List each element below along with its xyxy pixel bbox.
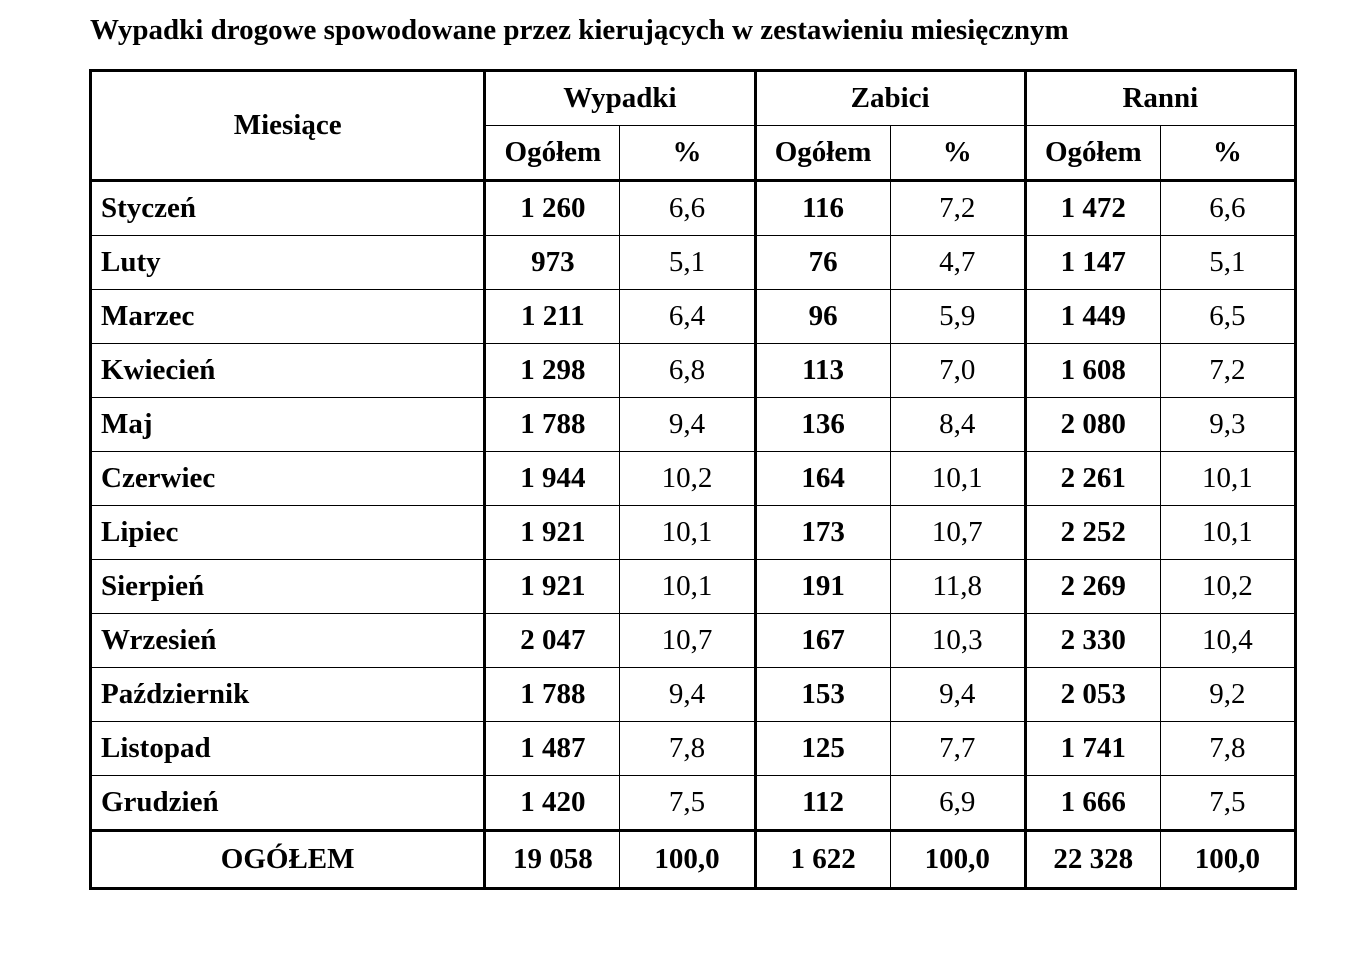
- total-cell-zabici-pct: 100,0: [890, 831, 1025, 889]
- cell-zabici-pct: 7,2: [890, 181, 1025, 236]
- header-group-zabici: Zabici: [755, 71, 1025, 126]
- cell-zabici-pct: 4,7: [890, 236, 1025, 290]
- cell-zabici-pct: 11,8: [890, 560, 1025, 614]
- cell-ranni-total: 1 449: [1025, 290, 1160, 344]
- table-row: [91, 181, 1296, 236]
- cell-zabici-total: 96: [755, 290, 890, 344]
- total-cell-month: OGÓŁEM: [91, 831, 485, 889]
- cell-month: Listopad: [91, 722, 485, 776]
- cell-ranni-total: 1 608: [1025, 344, 1160, 398]
- cell-month: Wrzesień: [91, 614, 485, 668]
- cell-ranni-pct: 9,2: [1160, 668, 1295, 722]
- cell-wypadki-pct: 10,7: [620, 614, 755, 668]
- cell-wypadki-total: 1 788: [485, 398, 620, 452]
- cell-ranni-total: 2 252: [1025, 506, 1160, 560]
- table-row: [91, 236, 1296, 290]
- cell-ranni-total: 2 330: [1025, 614, 1160, 668]
- cell-ranni-pct: 10,2: [1160, 560, 1295, 614]
- header-ranni-total: Ogółem: [1025, 126, 1160, 181]
- cell-zabici-pct: 7,0: [890, 344, 1025, 398]
- cell-zabici-pct: 10,1: [890, 452, 1025, 506]
- header-months: Miesiące: [91, 71, 485, 181]
- cell-wypadki-total: 1 298: [485, 344, 620, 398]
- header-wypadki-total: Ogółem: [485, 126, 620, 181]
- cell-wypadki-pct: 9,4: [620, 668, 755, 722]
- cell-wypadki-total: 1 788: [485, 668, 620, 722]
- cell-wypadki-pct: 6,8: [620, 344, 755, 398]
- cell-ranni-pct: 9,3: [1160, 398, 1295, 452]
- cell-zabici-total: 125: [755, 722, 890, 776]
- cell-month: Lipiec: [91, 506, 485, 560]
- cell-wypadki-pct: 10,1: [620, 560, 755, 614]
- cell-zabici-total: 116: [755, 181, 890, 236]
- cell-wypadki-pct: 6,4: [620, 290, 755, 344]
- cell-ranni-pct: 10,4: [1160, 614, 1295, 668]
- table-title: Wypadki drogowe spowodowane przez kierujących w zestawieniu miesięcznym: [90, 14, 1069, 46]
- cell-wypadki-total: 1 921: [485, 560, 620, 614]
- cell-zabici-total: 153: [755, 668, 890, 722]
- cell-zabici-pct: 6,9: [890, 776, 1025, 831]
- cell-wypadki-pct: 7,8: [620, 722, 755, 776]
- cell-zabici-total: 173: [755, 506, 890, 560]
- total-cell-ranni-total: 22 328: [1025, 831, 1160, 889]
- cell-ranni-total: 1 147: [1025, 236, 1160, 290]
- cell-wypadki-pct: 5,1: [620, 236, 755, 290]
- cell-zabici-total: 136: [755, 398, 890, 452]
- cell-zabici-total: 164: [755, 452, 890, 506]
- table-row: [91, 290, 1296, 344]
- cell-month: Marzec: [91, 290, 485, 344]
- cell-wypadki-pct: 6,6: [620, 181, 755, 236]
- cell-wypadki-total: 2 047: [485, 614, 620, 668]
- cell-zabici-total: 113: [755, 344, 890, 398]
- cell-ranni-pct: 6,6: [1160, 181, 1295, 236]
- cell-wypadki-total: 1 420: [485, 776, 620, 831]
- cell-ranni-pct: 7,5: [1160, 776, 1295, 831]
- cell-zabici-pct: 8,4: [890, 398, 1025, 452]
- table-row: [91, 506, 1296, 560]
- cell-ranni-total: 2 269: [1025, 560, 1160, 614]
- cell-wypadki-pct: 7,5: [620, 776, 755, 831]
- cell-month: Grudzień: [91, 776, 485, 831]
- cell-zabici-pct: 5,9: [890, 290, 1025, 344]
- total-cell-ranni-pct: 100,0: [1160, 831, 1295, 889]
- header-zabici-pct: %: [890, 126, 1025, 181]
- cell-wypadki-pct: 9,4: [620, 398, 755, 452]
- cell-ranni-pct: 10,1: [1160, 452, 1295, 506]
- cell-ranni-total: 1 666: [1025, 776, 1160, 831]
- cell-ranni-pct: 5,1: [1160, 236, 1295, 290]
- cell-zabici-pct: 7,7: [890, 722, 1025, 776]
- cell-ranni-pct: 7,8: [1160, 722, 1295, 776]
- cell-wypadki-pct: 10,1: [620, 506, 755, 560]
- cell-month: Kwiecień: [91, 344, 485, 398]
- cell-month: Luty: [91, 236, 485, 290]
- table-row: [91, 722, 1296, 776]
- table-row: [91, 668, 1296, 722]
- cell-month: Sierpień: [91, 560, 485, 614]
- header-zabici-total: Ogółem: [755, 126, 890, 181]
- total-cell-zabici-total: 1 622: [755, 831, 890, 889]
- cell-wypadki-total: 1 260: [485, 181, 620, 236]
- total-row: [91, 831, 1296, 889]
- header-group-wypadki: Wypadki: [485, 71, 755, 126]
- cell-zabici-total: 112: [755, 776, 890, 831]
- cell-wypadki-total: 973: [485, 236, 620, 290]
- cell-zabici-pct: 10,7: [890, 506, 1025, 560]
- header-ranni-pct: %: [1160, 126, 1295, 181]
- table-row: [91, 398, 1296, 452]
- table-row: [91, 452, 1296, 506]
- table-body: [91, 181, 1296, 889]
- cell-zabici-total: 76: [755, 236, 890, 290]
- cell-ranni-pct: 7,2: [1160, 344, 1295, 398]
- header-wypadki-pct: %: [620, 126, 755, 181]
- cell-month: Styczeń: [91, 181, 485, 236]
- cell-ranni-total: 2 080: [1025, 398, 1160, 452]
- cell-zabici-pct: 10,3: [890, 614, 1025, 668]
- cell-wypadki-pct: 10,2: [620, 452, 755, 506]
- cell-ranni-total: 1 472: [1025, 181, 1160, 236]
- cell-ranni-total: 1 741: [1025, 722, 1160, 776]
- cell-wypadki-total: 1 921: [485, 506, 620, 560]
- total-cell-wypadki-pct: 100,0: [620, 831, 755, 889]
- cell-ranni-total: 2 261: [1025, 452, 1160, 506]
- table-row: [91, 614, 1296, 668]
- cell-ranni-pct: 10,1: [1160, 506, 1295, 560]
- cell-ranni-pct: 6,5: [1160, 290, 1295, 344]
- table-row: [91, 344, 1296, 398]
- cell-zabici-pct: 9,4: [890, 668, 1025, 722]
- table-row: [91, 776, 1296, 831]
- cell-zabici-total: 191: [755, 560, 890, 614]
- cell-zabici-total: 167: [755, 614, 890, 668]
- header-group-ranni: Ranni: [1025, 71, 1295, 126]
- total-cell-wypadki-total: 19 058: [485, 831, 620, 889]
- accidents-table: [89, 69, 1297, 890]
- header-row-groups: [91, 71, 1296, 126]
- cell-month: Maj: [91, 398, 485, 452]
- cell-month: Czerwiec: [91, 452, 485, 506]
- cell-ranni-total: 2 053: [1025, 668, 1160, 722]
- cell-wypadki-total: 1 944: [485, 452, 620, 506]
- table-row: [91, 560, 1296, 614]
- cell-wypadki-total: 1 211: [485, 290, 620, 344]
- cell-wypadki-total: 1 487: [485, 722, 620, 776]
- cell-month: Październik: [91, 668, 485, 722]
